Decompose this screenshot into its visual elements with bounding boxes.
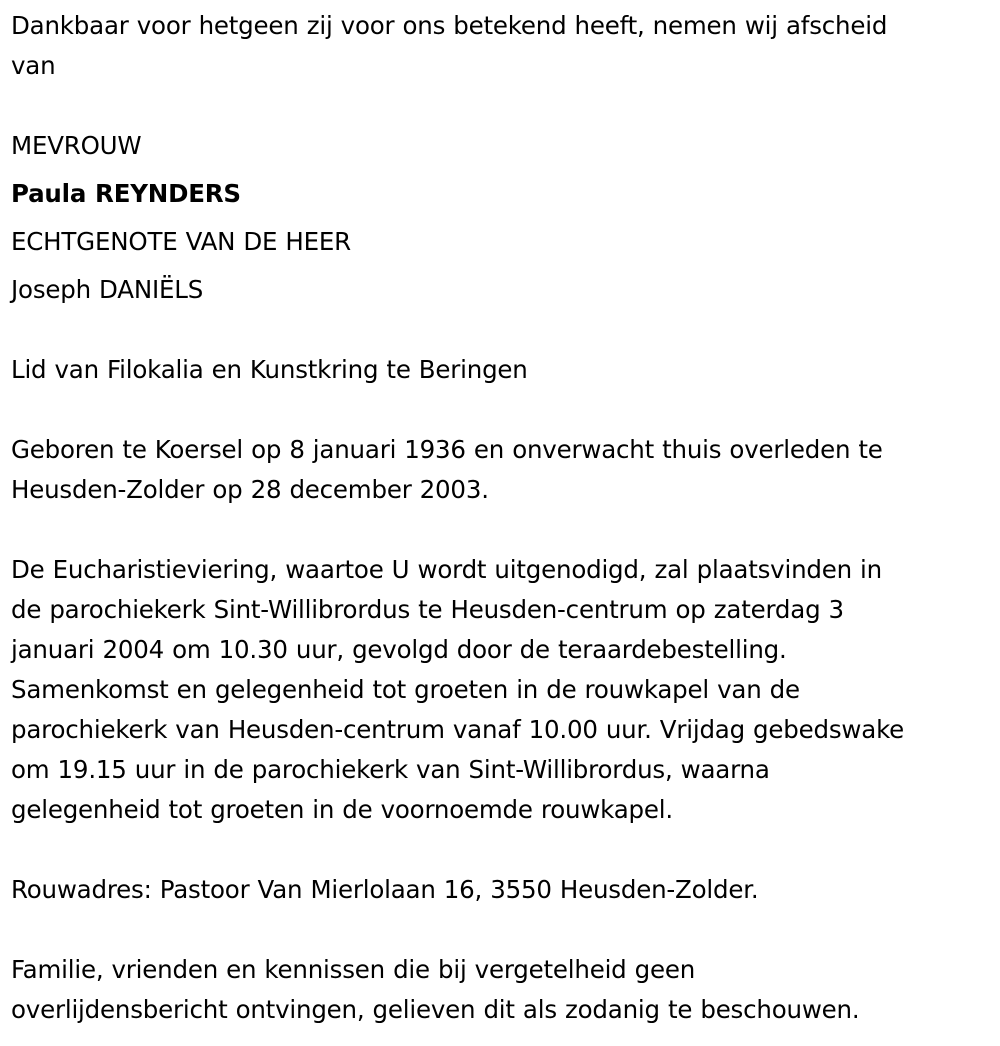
ceremony-line: Samenkomst en gelegenheid tot groeten in de rouwkapel van de [11, 675, 800, 704]
mourning-address: Rouwadres: Pastoor Van Mierlolaan 16, 3550 Heusden-Zolder. [11, 875, 759, 904]
spacer [11, 310, 996, 350]
spacer [11, 910, 996, 950]
birth-death-line-2: Heusden-Zolder op 28 december 2003. [11, 475, 489, 504]
address-paragraph [11, 870, 996, 910]
intro-paragraph [11, 6, 996, 86]
deceased-title: MEVROUW [11, 131, 142, 160]
closing-line-1: Familie, vrienden en kennissen die bij vergetelheid geen [11, 955, 696, 984]
intro-line-2: van [11, 51, 56, 80]
closing-line-2: overlijdensbericht ontvingen, gelieven dit als zodanig te beschouwen. [11, 995, 860, 1024]
spacer [11, 390, 996, 430]
intro-line-1: Dankbaar voor hetgeen zij voor ons betekend heeft, nemen wij afscheid [11, 11, 888, 40]
ceremony-line: de parochiekerk Sint-Willibrordus te Heusden-centrum op zaterdag 3 [11, 595, 844, 624]
deceased-name: Paula REYNDERS [11, 179, 241, 208]
spouse-name: Joseph DANIËLS [11, 275, 204, 304]
ceremony-line: gelegenheid tot groeten in de voornoemde rouwkapel. [11, 795, 673, 824]
membership-line: Lid van Filokalia en Kunstkring te Beringen [11, 355, 528, 384]
deceased-block [11, 126, 996, 310]
closing-paragraph [11, 950, 996, 1030]
birth-death-line-1: Geboren te Koersel op 8 januari 1936 en onverwacht thuis overleden te [11, 435, 883, 464]
ceremony-line: om 19.15 uur in de parochiekerk van Sint-Willibrordus, waarna [11, 755, 770, 784]
ceremony-line: januari 2004 om 10.30 uur, gevolgd door de teraardebestelling. [11, 635, 787, 664]
ceremony-line: De Eucharistieviering, waartoe U wordt uitgenodigd, zal plaatsvinden in [11, 555, 882, 584]
spacer [11, 510, 996, 550]
spacer [11, 86, 996, 126]
spacer [11, 830, 996, 870]
membership-paragraph [11, 350, 996, 390]
ceremony-line: parochiekerk van Heusden-centrum vanaf 10.00 uur. Vrijdag gebedswake [11, 715, 905, 744]
ceremony-paragraph [11, 550, 996, 830]
deceased-relation: ECHTGENOTE VAN DE HEER [11, 227, 351, 256]
birth-death-paragraph [11, 430, 996, 510]
obituary-document [11, 6, 996, 1030]
